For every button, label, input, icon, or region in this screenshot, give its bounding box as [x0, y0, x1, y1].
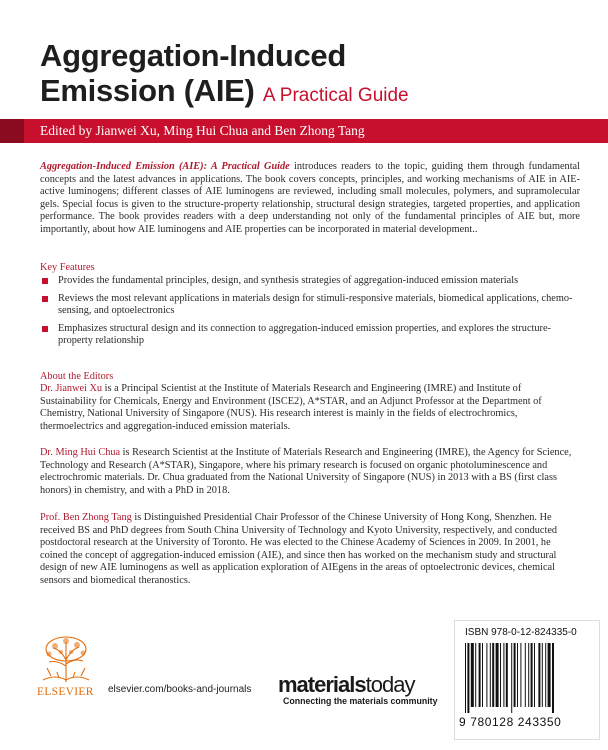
editor-name: Prof. Ben Zhong Tang	[40, 512, 132, 523]
barcode-icon	[463, 643, 589, 713]
book-title	[40, 38, 580, 113]
editor-bio	[40, 447, 580, 497]
about-editors-heading: About the Editors	[40, 371, 114, 382]
bullet-icon	[42, 278, 48, 284]
materials-today-tagline: Connecting the materials community	[283, 696, 438, 706]
barcode-digits: 9 780128 243350	[459, 715, 562, 729]
key-feature-text: Reviews the most relevant applications in materials design for stimuli-responsive materials, biomedical applications, chemo-sensing, and optoelectronics	[58, 292, 573, 317]
editor-bio	[40, 383, 580, 433]
key-feature-text: Emphasizes structural design and its connection to aggregation-induced emission properties, and explores the structure-property relationship	[58, 322, 551, 347]
title-line-2	[40, 73, 580, 113]
editors-line: Edited by Jianwei Xu, Ming Hui Chua and Ben Zhong Tang	[40, 123, 365, 138]
bullet-icon	[42, 296, 48, 302]
intro-book-title: Aggregation-Induced Emission (AIE): A Practical Guide	[40, 161, 290, 172]
key-features-list	[40, 275, 580, 353]
title-line-1: Aggregation-Induced	[40, 38, 347, 73]
title-subtitle: A Practical Guide	[262, 85, 409, 106]
elsevier-tree-logo-icon	[37, 632, 95, 684]
editor-bio	[40, 512, 580, 588]
publisher-name: ELSEVIER	[37, 686, 94, 698]
editor-name: Dr. Ming Hui Chua	[40, 447, 121, 458]
title-main: Emission (AIE)	[40, 73, 255, 108]
key-features-heading: Key Features	[40, 262, 95, 273]
barcode-panel	[454, 620, 600, 740]
intro-text: introduces readers to the topic, guiding them through fundamental concepts and the latest advances in applications. The book covers concepts, principles, and working mechanisms of AIE in AIE-active luminogens; different classes of AIE luminogens are reviewed, including small molecules, polymers, and supramolecular gels. Special focus is given to the structure-property relationship, structural design strategies, targeted properties, and application performance. The book provides readers with a deep understanding not only of the fundamental principles of AIE but, more importantly, about how AIE luminogens and AIE properties can be incorporated in material development..	[40, 161, 580, 235]
key-feature-text: Provides the fundamental principles, design, and synthesis strategies of aggregation-induced emission materials	[58, 275, 519, 286]
editor-bio-text: is Research Scientist at the Institute of Materials Research and Engineering (IMRE), the Agency for Science, Technology and Research (A*STAR), Singapore, where his primary research is focused on organic photoluminescence and electrochromic materials. Dr. Chua graduated from the National University of Singapore (NUS) in 2013 with a BS (first class honors) in chemistry, and with a PhD in 2018.	[40, 447, 572, 496]
bullet-icon	[42, 326, 48, 332]
editors-band	[0, 119, 608, 143]
editor-bio-text: is Distinguished Presidential Chair Professor of the Chinese University of Hong Kong, Shenzhen. He received BS and PhD degrees from South China University of Technology and Kyoto University, respectively, and conducted postdoctoral research at the University of Toronto. He was elected to the Chinese Academy of Sciences in 2009. In 2001, he coined the concept of aggregation-induced emission (AIE), and since then has worked on the mechanism study and structural design of new AIE luminogens as well as application exploration of AIEgens in the areas of optoelectronic devices, chemical sensors and biomedical theranostics.	[40, 512, 558, 586]
band-accent	[0, 119, 24, 143]
editor-name: Dr. Jianwei Xu	[40, 383, 103, 394]
key-feature-item	[40, 275, 580, 288]
materials-today-logo	[278, 674, 414, 696]
key-feature-item	[40, 323, 580, 348]
publisher-url[interactable]: elsevier.com/books-and-journals	[108, 684, 252, 695]
key-feature-item	[40, 293, 580, 318]
logo-regular-part: today	[365, 672, 415, 697]
editor-bio-text: is a Principal Scientist at the Institute of Materials Research and Engineering (IMRE) and Institute of Sustainability for Chemicals, Energy and Environment (ISCE2), A*STAR, and an Adjunct Professor at the Department of Chemistry, National University of Singapore (NUS). His research interest is mainly in the fields of electrochromics, thermoelectrics and aggregation-induced emission materials.	[40, 383, 542, 432]
logo-bold-part: materials	[278, 672, 366, 697]
intro-paragraph	[40, 161, 580, 237]
isbn-text: ISBN 978-0-12-824335-0	[465, 627, 577, 638]
